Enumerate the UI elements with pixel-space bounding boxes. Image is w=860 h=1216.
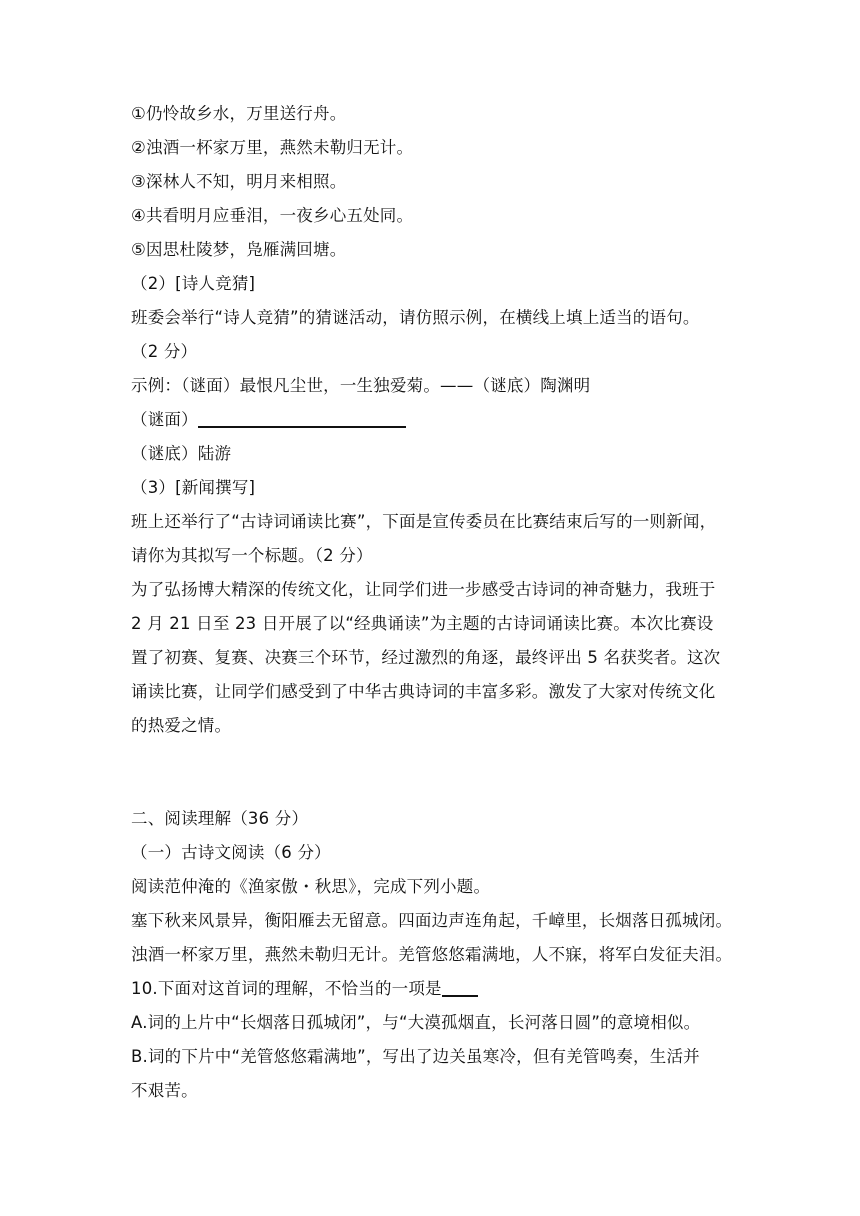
news-paragraph-line-1: 为了弘扬博大精深的传统文化，让同学们进一步感受古诗词的神奇魅力，我班于 [131, 580, 716, 599]
poem-line-3: ③深林人不知，明月来相照。 [131, 172, 347, 191]
riddle-surface-row [131, 409, 731, 431]
riddle-instruction-line-2: （2 分） [131, 342, 198, 361]
news-paragraph-line-4: 诵读比赛，让同学们感受到了中华古典诗词的丰富多彩。激发了大家对传统文化 [131, 682, 716, 701]
riddle-answer: （谜底）陆游 [131, 444, 232, 463]
riddle-answer-blank[interactable] [198, 410, 406, 428]
option-b-line-2: 不艰苦。 [131, 1081, 198, 1100]
reading-intro: 阅读范仲淹的《渔家傲・秋思》，完成下列小题。 [131, 877, 491, 896]
option-a: A.词的上片中“长烟落日孤城闭”，与“大漠孤烟直，长河落日圆”的意境相似。 [131, 1013, 701, 1032]
poem-line-2: ②浊酒一杯家万里，燕然未勒归无计。 [131, 138, 414, 157]
riddle-surface-label: （谜面） [131, 410, 198, 429]
poem-text-line-1: 塞下秋来风景异，衡阳雁去无留意。四面边声连角起，千嶂里，长烟落日孤城闭。 [131, 911, 733, 930]
news-paragraph-line-3: 置了初赛、复赛、决赛三个环节，经过激烈的角逐，最终评出 5 名获奖者。这次 [131, 648, 721, 667]
question-10-text: 10.下面对这首词的理解，不恰当的一项是 [131, 979, 442, 998]
news-instruction-line-2: 请你为其拟写一个标题。（2 分） [131, 546, 373, 565]
riddle-example: 示例：（谜面）最恨凡尘世，一生独爱菊。——（谜底）陶渊明 [131, 376, 591, 395]
subsection-heading: （一）古诗文阅读（6 分） [131, 843, 331, 862]
news-instruction-line-1: 班上还举行了“古诗词诵读比赛”，下面是宣传委员在比赛结束后写的一则新闻， [131, 512, 717, 531]
option-b-line-1: B.词的下片中“羌管悠悠霜满地”，写出了边关虽寒冷，但有羌管鸣奏，生活并 [131, 1047, 700, 1066]
news-paragraph-line-5: 的热爱之情。 [131, 716, 232, 735]
riddle-heading: （2）[诗人竞猜] [131, 274, 256, 293]
news-heading: （3）[新闻撰写] [131, 478, 256, 497]
poem-line-4: ④共看明月应垂泪，一夜乡心五处同。 [131, 206, 414, 225]
poem-line-5: ⑤因思杜陵梦，凫雁满回塘。 [131, 240, 347, 259]
poem-line-1: ①仍怜故乡水，万里送行舟。 [131, 104, 347, 123]
news-paragraph-line-2: 2 月 21 日至 23 日开展了以“经典诵读”为主题的古诗词诵读比赛。本次比赛设 [131, 614, 714, 633]
question-10-blank[interactable] [442, 979, 478, 997]
section-heading: 二、阅读理解（36 分） [131, 809, 309, 828]
poem-text-line-2: 浊酒一杯家万里，燕然未勒归无计。羌管悠悠霜满地，人不寐，将军白发征夫泪。 [131, 945, 733, 964]
riddle-instruction-line-1: 班委会举行“诗人竞猜”的猜谜活动，请仿照示例，在横线上填上适当的语句。 [131, 308, 700, 327]
question-10-row [131, 978, 731, 1000]
